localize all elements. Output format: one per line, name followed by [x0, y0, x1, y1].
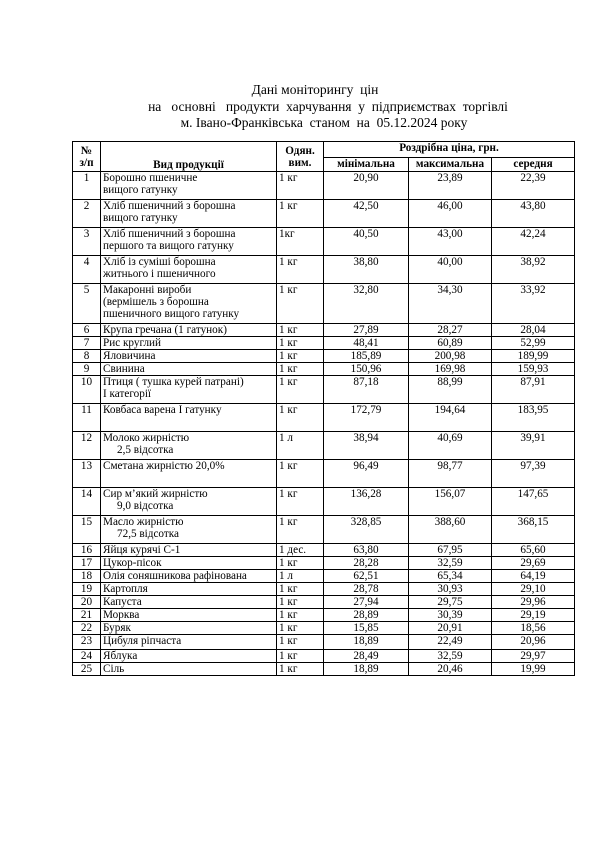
product-name	[101, 432, 277, 460]
row-number: 22	[73, 622, 101, 635]
price-max: 32,59	[409, 557, 492, 570]
unit-cell: 1 кг	[277, 324, 324, 337]
price-max: 60,89	[409, 337, 492, 350]
table-row	[73, 570, 575, 583]
price-avg: 29,69	[492, 557, 575, 570]
price-min: 20,90	[324, 172, 409, 200]
product-name-line: першого та вищого гатунку	[103, 240, 234, 252]
unit-cell: 1 л	[277, 432, 324, 460]
product-name-line: 9,0 відсотка	[117, 500, 174, 512]
row-number: 14	[73, 488, 101, 516]
product-name	[101, 404, 277, 432]
header-retail-price: Роздрібна ціна, грн.	[324, 142, 575, 158]
product-name-line: Сметана жирністю 20,0%	[103, 460, 225, 472]
product-name-line: Цукор-пісок	[103, 557, 162, 569]
unit-cell: 1 кг	[277, 363, 324, 376]
row-number: 20	[73, 596, 101, 609]
product-name-line: Яйця курячі С-1	[103, 544, 181, 556]
price-avg: 189,99	[492, 350, 575, 363]
product-name	[101, 622, 277, 635]
product-name-line: Хліб із суміші борошна	[103, 256, 216, 268]
price-max: 30,39	[409, 609, 492, 622]
price-max: 32,59	[409, 650, 492, 663]
product-name	[101, 635, 277, 650]
table-row	[73, 622, 575, 635]
price-max: 65,34	[409, 570, 492, 583]
header-avg: середня	[492, 158, 575, 172]
table-row	[73, 583, 575, 596]
unit-cell: 1 дес.	[277, 544, 324, 557]
row-number: 13	[73, 460, 101, 488]
price-avg: 65,60	[492, 544, 575, 557]
product-name	[101, 350, 277, 363]
unit-cell: 1 кг	[277, 596, 324, 609]
price-avg: 29,19	[492, 609, 575, 622]
unit-cell: 1 кг	[277, 663, 324, 676]
product-name-line: вищого гатунку	[103, 212, 178, 224]
price-max: 67,95	[409, 544, 492, 557]
price-max: 23,89	[409, 172, 492, 200]
price-min: 18,89	[324, 663, 409, 676]
price-min: 42,50	[324, 200, 409, 228]
product-name	[101, 228, 277, 256]
table-row	[73, 172, 575, 200]
row-number: 8	[73, 350, 101, 363]
price-table	[72, 141, 575, 676]
product-name	[101, 557, 277, 570]
header-min: мінімальна	[324, 158, 409, 172]
product-name	[101, 172, 277, 200]
table-row	[73, 488, 575, 516]
price-min: 172,79	[324, 404, 409, 432]
product-name	[101, 650, 277, 663]
price-min: 328,85	[324, 516, 409, 544]
row-number: 19	[73, 583, 101, 596]
table-row	[73, 350, 575, 363]
price-avg: 87,91	[492, 376, 575, 404]
unit-cell: 1 кг	[277, 635, 324, 650]
price-min: 18,89	[324, 635, 409, 650]
product-name	[101, 284, 277, 324]
product-name	[101, 488, 277, 516]
price-avg: 52,99	[492, 337, 575, 350]
price-max: 88,99	[409, 376, 492, 404]
price-max: 98,77	[409, 460, 492, 488]
price-min: 28,28	[324, 557, 409, 570]
unit-cell: 1 кг	[277, 557, 324, 570]
product-name-line: 72,5 відсотка	[117, 528, 179, 540]
product-name-line: І категорії	[103, 388, 152, 400]
product-name-line: Свинина	[103, 363, 145, 375]
product-name-line: Цибуля ріпчаста	[103, 635, 182, 647]
page-subtitle: на основні продукти харчування у підприємствах торгівлі	[148, 99, 508, 114]
product-name-line: Птиця ( тушка курей патрані)	[103, 376, 244, 388]
row-number: 15	[73, 516, 101, 544]
product-name-line: вищого гатунку	[103, 184, 178, 196]
table-row	[73, 557, 575, 570]
price-min: 28,89	[324, 609, 409, 622]
price-avg: 38,92	[492, 256, 575, 284]
price-min: 27,94	[324, 596, 409, 609]
product-name-line: (вермішель з борошна	[103, 296, 209, 308]
price-avg: 159,93	[492, 363, 575, 376]
table-row	[73, 337, 575, 350]
row-number: 5	[73, 284, 101, 324]
price-min: 185,89	[324, 350, 409, 363]
product-name	[101, 609, 277, 622]
unit-cell: 1 кг	[277, 516, 324, 544]
price-max: 28,27	[409, 324, 492, 337]
price-max: 388,60	[409, 516, 492, 544]
unit-cell: 1 кг	[277, 337, 324, 350]
table-row	[73, 404, 575, 432]
row-number: 17	[73, 557, 101, 570]
price-max: 46,00	[409, 200, 492, 228]
unit-cell: 1 кг	[277, 172, 324, 200]
product-name-line: Сир м’який жирністю	[103, 488, 208, 500]
unit-cell: 1кг	[277, 228, 324, 256]
price-min: 87,18	[324, 376, 409, 404]
price-min: 28,49	[324, 650, 409, 663]
price-min: 27,89	[324, 324, 409, 337]
price-max: 34,30	[409, 284, 492, 324]
product-name-line: Сіль	[103, 663, 125, 675]
price-max: 200,98	[409, 350, 492, 363]
table-row	[73, 284, 575, 324]
product-name	[101, 570, 277, 583]
header-unit: Одян. вим.	[277, 142, 324, 172]
price-avg: 64,19	[492, 570, 575, 583]
row-number: 7	[73, 337, 101, 350]
unit-cell: 1 кг	[277, 350, 324, 363]
table-row	[73, 228, 575, 256]
page-title: Дані моніторингу цін	[251, 82, 379, 97]
product-name-line: Борошно пшеничне	[103, 172, 198, 184]
price-min: 28,78	[324, 583, 409, 596]
table-row	[73, 460, 575, 488]
price-avg: 19,99	[492, 663, 575, 676]
row-number: 12	[73, 432, 101, 460]
price-avg: 28,04	[492, 324, 575, 337]
price-min: 38,80	[324, 256, 409, 284]
table-row	[73, 544, 575, 557]
unit-cell: 1 кг	[277, 609, 324, 622]
unit-cell: 1 кг	[277, 650, 324, 663]
price-min: 15,85	[324, 622, 409, 635]
row-number: 9	[73, 363, 101, 376]
price-avg: 29,10	[492, 583, 575, 596]
price-max: 20,91	[409, 622, 492, 635]
row-number: 25	[73, 663, 101, 676]
price-max: 194,64	[409, 404, 492, 432]
row-number: 3	[73, 228, 101, 256]
price-max: 43,00	[409, 228, 492, 256]
price-min: 96,49	[324, 460, 409, 488]
product-name-line: Морква	[103, 609, 140, 621]
product-name-line: Яблука	[103, 650, 138, 662]
price-min: 62,51	[324, 570, 409, 583]
price-min: 150,96	[324, 363, 409, 376]
price-avg: 39,91	[492, 432, 575, 460]
product-name-line: Яловичина	[103, 350, 156, 362]
header-product: Вид продукції	[101, 142, 277, 172]
price-avg: 147,65	[492, 488, 575, 516]
row-number: 1	[73, 172, 101, 200]
product-name	[101, 596, 277, 609]
header-number: № з/п	[73, 142, 101, 172]
product-name-line: Молоко жирністю	[103, 432, 190, 444]
price-avg: 368,15	[492, 516, 575, 544]
row-number: 6	[73, 324, 101, 337]
unit-cell: 1 кг	[277, 460, 324, 488]
unit-cell: 1 кг	[277, 404, 324, 432]
price-max: 20,46	[409, 663, 492, 676]
product-name-line: Хліб пшеничний з борошна	[103, 228, 236, 240]
price-avg: 97,39	[492, 460, 575, 488]
price-avg: 42,24	[492, 228, 575, 256]
price-avg: 29,96	[492, 596, 575, 609]
row-number: 2	[73, 200, 101, 228]
price-max: 156,07	[409, 488, 492, 516]
price-avg: 33,92	[492, 284, 575, 324]
product-name-line: пшеничного вищого гатунку	[103, 308, 240, 320]
table-row	[73, 376, 575, 404]
product-name-line: Картопля	[103, 583, 148, 595]
product-name-line: 2,5 відсотка	[117, 444, 174, 456]
table-row	[73, 516, 575, 544]
row-number: 23	[73, 635, 101, 650]
price-avg: 29,97	[492, 650, 575, 663]
table-row	[73, 200, 575, 228]
unit-cell: 1 кг	[277, 583, 324, 596]
product-name	[101, 324, 277, 337]
product-name	[101, 337, 277, 350]
price-avg: 22,39	[492, 172, 575, 200]
row-number: 10	[73, 376, 101, 404]
table-row	[73, 663, 575, 676]
row-number: 16	[73, 544, 101, 557]
product-name	[101, 376, 277, 404]
price-avg: 43,80	[492, 200, 575, 228]
product-name	[101, 544, 277, 557]
table-row	[73, 635, 575, 650]
row-number: 4	[73, 256, 101, 284]
product-name	[101, 460, 277, 488]
product-name-line: Буряк	[103, 622, 131, 634]
price-avg: 20,96	[492, 635, 575, 650]
table-row	[73, 324, 575, 337]
price-min: 40,50	[324, 228, 409, 256]
unit-cell: 1 кг	[277, 488, 324, 516]
price-max: 30,93	[409, 583, 492, 596]
table-row	[73, 650, 575, 663]
table-row	[73, 256, 575, 284]
row-number: 11	[73, 404, 101, 432]
product-name-line: Крупа гречана (1 гатунок)	[103, 324, 227, 336]
price-avg: 183,95	[492, 404, 575, 432]
product-name-line: Рис круглий	[103, 337, 162, 349]
unit-cell: 1 кг	[277, 622, 324, 635]
price-max: 40,69	[409, 432, 492, 460]
header-max: максимальна	[409, 158, 492, 172]
price-min: 32,80	[324, 284, 409, 324]
unit-cell: 1 кг	[277, 284, 324, 324]
product-name-line: Ковбаса варена І гатунку	[103, 404, 222, 416]
page-subtitle-date: м. Івано-Франківська станом на 05.12.2024 року	[180, 115, 468, 130]
price-avg: 18,56	[492, 622, 575, 635]
product-name	[101, 583, 277, 596]
price-min: 63,80	[324, 544, 409, 557]
product-name	[101, 200, 277, 228]
product-name	[101, 363, 277, 376]
unit-cell: 1 кг	[277, 256, 324, 284]
price-min: 48,41	[324, 337, 409, 350]
table-row	[73, 363, 575, 376]
product-name-line: Макаронні вироби	[103, 284, 192, 296]
product-name	[101, 663, 277, 676]
price-max: 169,98	[409, 363, 492, 376]
product-name-line: Хліб пшеничний з борошна	[103, 200, 236, 212]
unit-cell: 1 л	[277, 570, 324, 583]
price-min: 38,94	[324, 432, 409, 460]
price-max: 29,75	[409, 596, 492, 609]
price-max: 22,49	[409, 635, 492, 650]
unit-cell: 1 кг	[277, 376, 324, 404]
table-row	[73, 432, 575, 460]
unit-cell: 1 кг	[277, 200, 324, 228]
product-name-line: Олія соняшникова рафінована	[103, 570, 247, 582]
row-number: 18	[73, 570, 101, 583]
table-row	[73, 596, 575, 609]
row-number: 24	[73, 650, 101, 663]
product-name-line: Капуста	[103, 596, 142, 608]
table-row	[73, 609, 575, 622]
product-name-line: Масло жирністю	[103, 516, 184, 528]
price-min: 136,28	[324, 488, 409, 516]
row-number: 21	[73, 609, 101, 622]
product-name	[101, 256, 277, 284]
product-name-line: житнього і пшеничного	[103, 268, 216, 280]
price-max: 40,00	[409, 256, 492, 284]
product-name	[101, 516, 277, 544]
